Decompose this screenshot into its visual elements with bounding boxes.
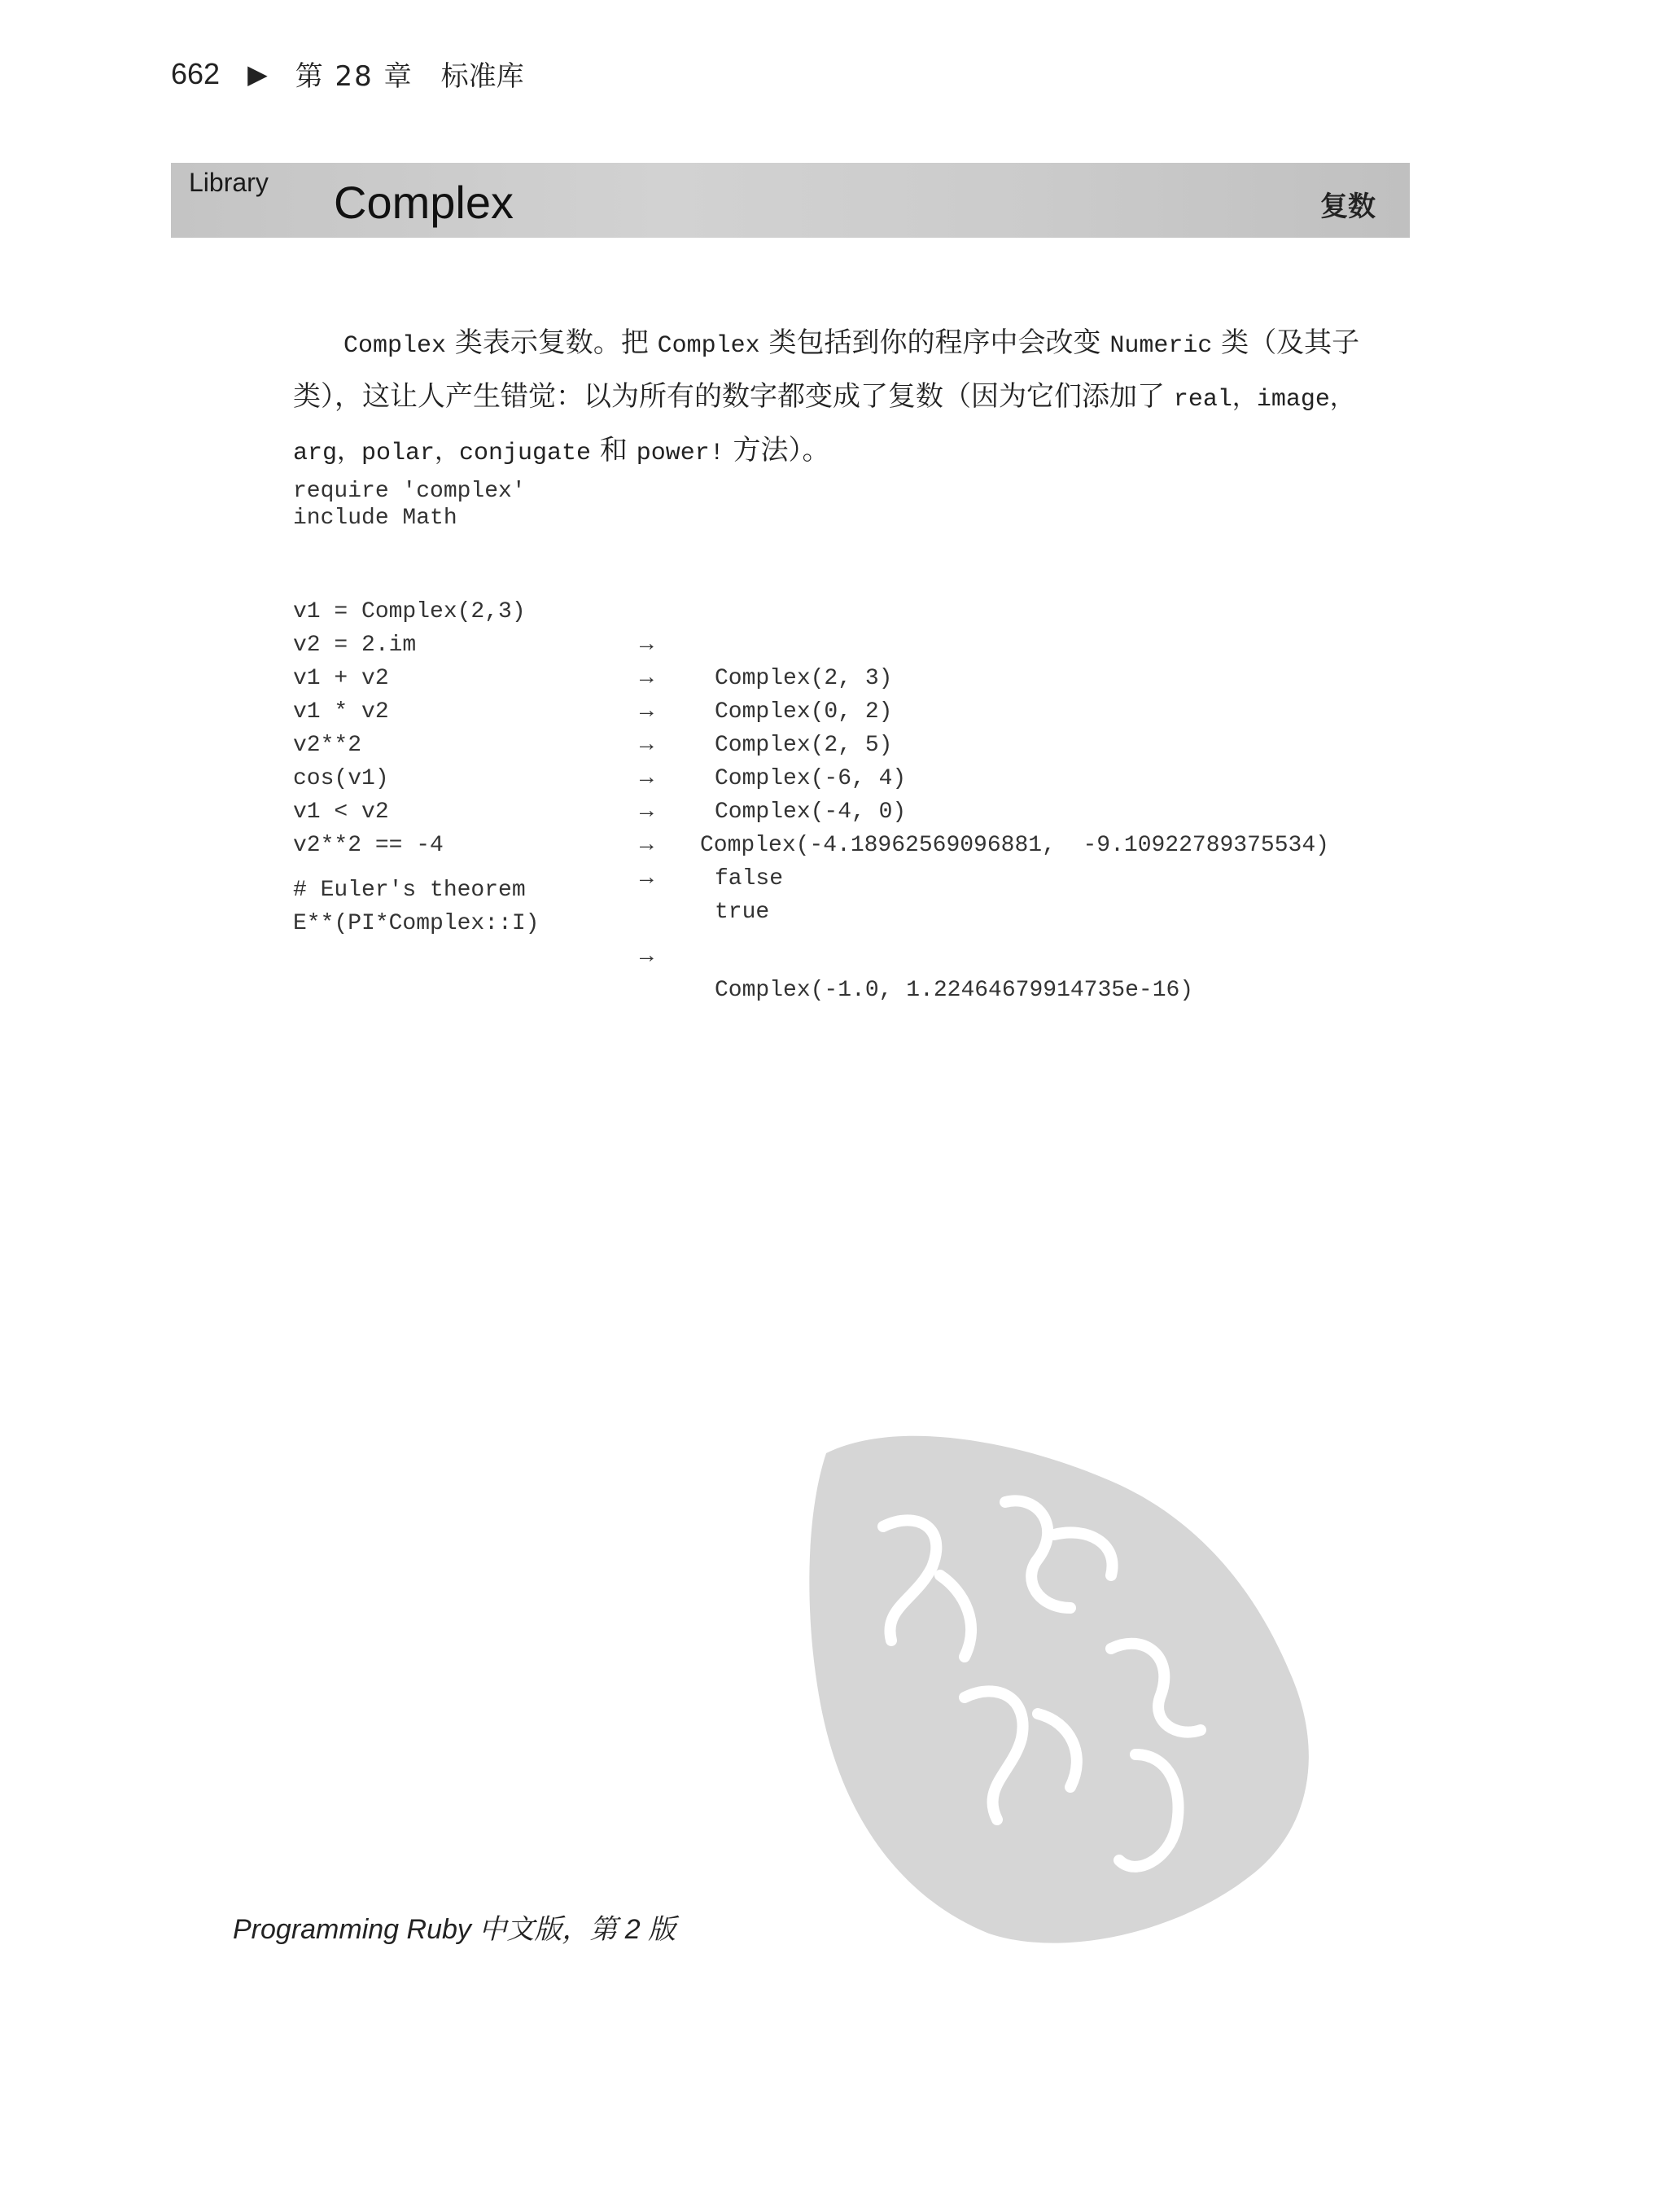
library-banner bbox=[171, 163, 1410, 238]
banner-title: Complex bbox=[334, 177, 514, 228]
arrow-icon: → bbox=[640, 666, 654, 691]
code-result: Complex(2, 3) bbox=[715, 666, 893, 691]
code-expression: v1 * v2 bbox=[293, 699, 389, 725]
code-result: true bbox=[715, 900, 770, 925]
arrow-icon: → bbox=[640, 944, 654, 970]
arrow-icon: → bbox=[640, 699, 654, 725]
arrow-icon: → bbox=[640, 866, 654, 891]
code-header bbox=[293, 478, 526, 532]
code-result: false bbox=[715, 866, 784, 891]
method-list: real，image，arg，polar，conjugate bbox=[293, 386, 1354, 467]
arrow-icon: → bbox=[640, 766, 654, 791]
code-result: Complex(-4, 0) bbox=[715, 799, 907, 825]
seal-stamp-icon bbox=[794, 1404, 1347, 1958]
code-expression: v2**2 bbox=[293, 733, 362, 758]
arrow-icon: → bbox=[640, 733, 654, 758]
class-name: Complex bbox=[343, 332, 447, 360]
footer-title: Programming Ruby 中文版，第 2 版 bbox=[233, 1914, 676, 1945]
class-name: Complex bbox=[657, 332, 760, 360]
code-expression: v1 < v2 bbox=[293, 799, 389, 825]
code-expression: v1 + v2 bbox=[293, 666, 389, 691]
code-comment: # Euler's theorem bbox=[293, 878, 526, 903]
arrow-icon: → bbox=[640, 799, 654, 825]
section-label: 标准库 bbox=[440, 60, 524, 93]
arrow-icon: → bbox=[640, 633, 654, 658]
code-result: Complex(0, 2) bbox=[715, 699, 893, 725]
code-line: require 'complex' bbox=[293, 479, 526, 504]
page-header bbox=[171, 54, 524, 94]
chapter-label: 第 28 章 bbox=[295, 60, 413, 93]
code-expression: cos(v1) bbox=[293, 766, 389, 791]
banner-tag: Library bbox=[189, 168, 269, 197]
banner-title-cn: 复数 bbox=[1320, 191, 1376, 223]
class-name: Numeric bbox=[1109, 332, 1213, 360]
intro-paragraph: Complex 类表示复数。把 Complex 类包括到你的程序中会改变 Numeric 类（及其子类），这让人产生错觉：以为所有的数字都变成了复数（因为它们添加了 real，image，arg，polar，conjugate 和 power! 方法）。 bbox=[293, 326, 1360, 467]
code-line: include Math bbox=[293, 506, 457, 531]
code-result: Complex(-1.0, 1.22464679914735e-16) bbox=[715, 978, 1194, 1003]
code-result: Complex(2, 5) bbox=[715, 733, 893, 758]
triangle-right-icon: ▶ bbox=[247, 58, 268, 90]
code-result: Complex(-4.18962569096881, -9.10922789375534) bbox=[700, 833, 1329, 858]
page-number: 662 bbox=[171, 56, 221, 90]
code-expression: v1 = Complex(2,3) bbox=[293, 599, 526, 624]
method-name: power! bbox=[636, 440, 724, 467]
arrow-icon: → bbox=[640, 833, 654, 858]
code-expression: v2**2 == -4 bbox=[293, 833, 444, 858]
code-expression: v2 = 2.im bbox=[293, 633, 417, 658]
code-result: Complex(-6, 4) bbox=[715, 766, 907, 791]
code-expression: E**(PI*Complex::I) bbox=[293, 911, 540, 936]
